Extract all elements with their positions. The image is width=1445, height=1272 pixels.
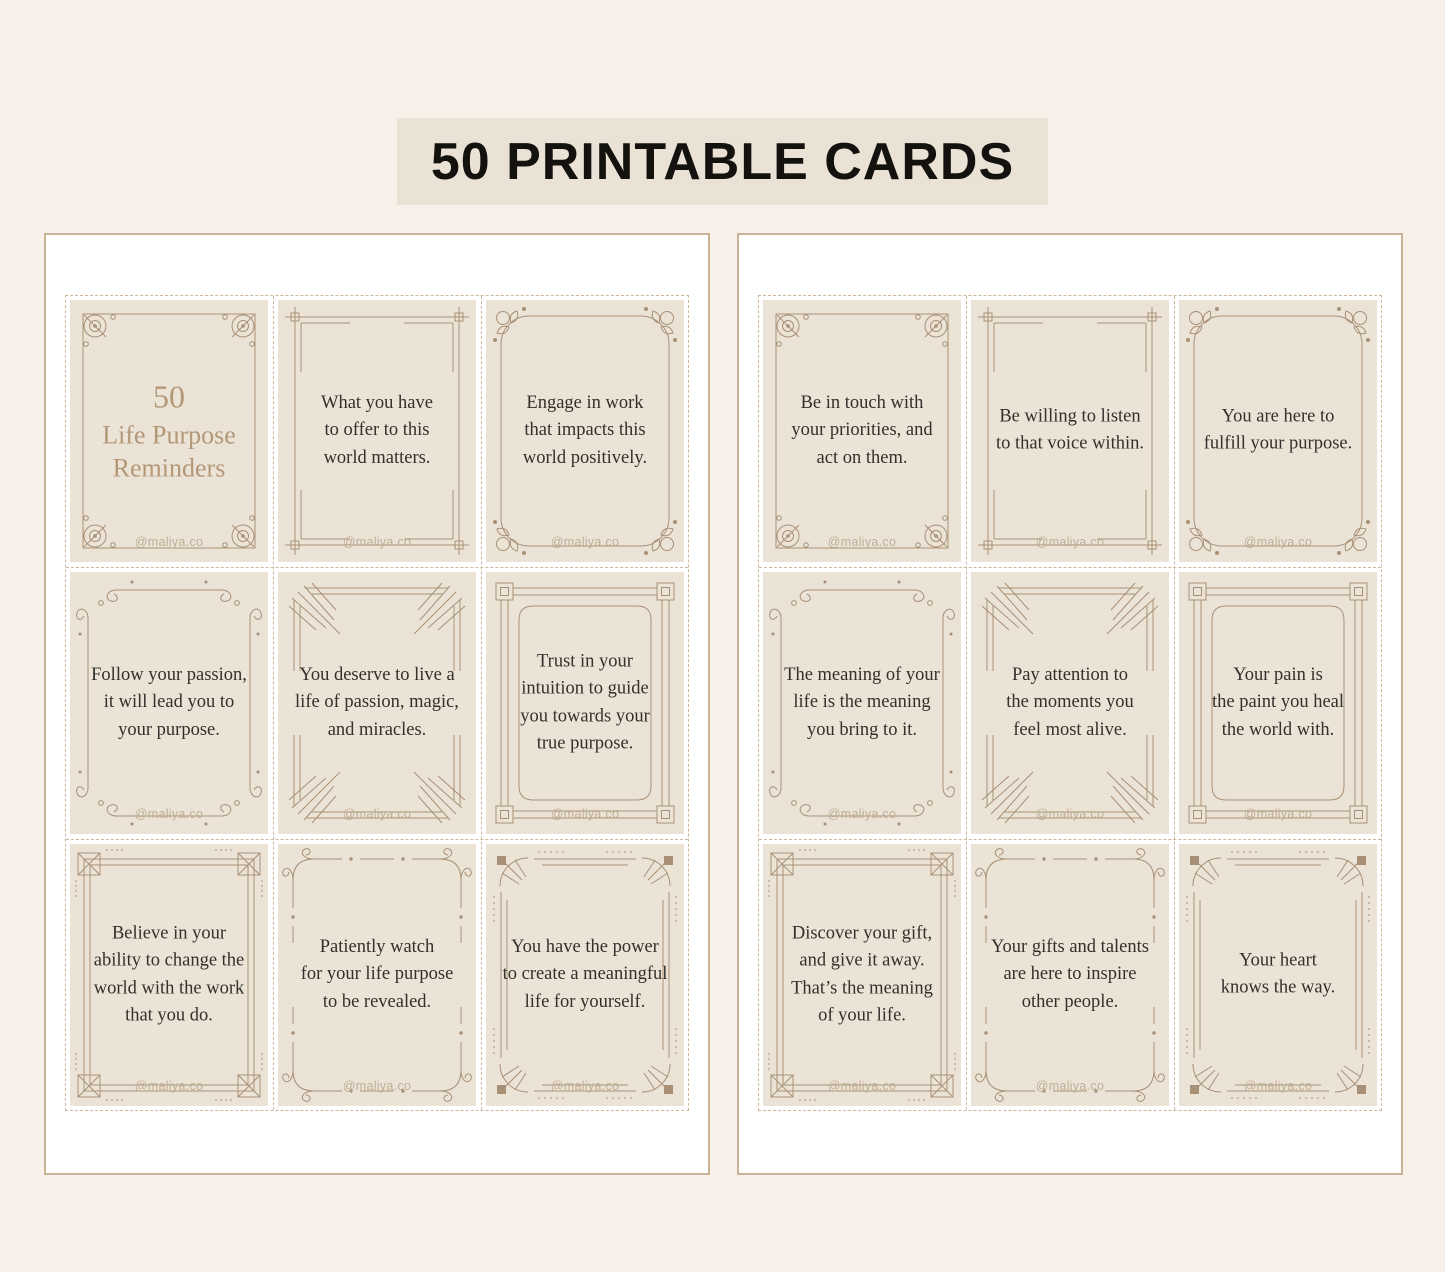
affirmation-card — [486, 300, 684, 562]
watermark-label: @maliya.co — [342, 1079, 412, 1093]
watermark-label: @maliya.co — [550, 535, 620, 549]
watermark-label: @maliya.co — [550, 807, 620, 821]
watermark-label: @maliya.co — [1035, 1079, 1105, 1093]
card-quote-text: You are here to fulfill your purpose. — [1203, 406, 1353, 454]
card-quote-text: Follow your passion, it will lead you to your purpose. — [91, 664, 247, 740]
card-quote-text: Engage in work that impacts this world positively. — [522, 392, 648, 468]
affirmation-card — [763, 572, 961, 834]
watermark-label: @maliya.co — [827, 1079, 897, 1093]
watermark-label: @maliya.co — [134, 535, 204, 549]
card-sheet-left — [44, 233, 710, 1175]
card-quote-text: Discover your gift, and give it away. That’s the meaning of your life. — [791, 923, 933, 1026]
watermark-label: @maliya.co — [550, 1079, 620, 1093]
affirmation-card — [971, 844, 1169, 1106]
card-quote-text: Trust in your intuition to guide you towards your true purpose. — [520, 651, 650, 754]
card-quote-text: Pay attention to the moments you feel most alive. — [1006, 664, 1134, 740]
deck-title-text: 50 Life Purpose Reminders — [102, 378, 236, 483]
affirmation-card — [1179, 844, 1377, 1106]
card-quote-text: You deserve to live a life of passion, magic, and miracles. — [295, 664, 459, 740]
card-quote-text: Your pain is the paint you heal the world with. — [1211, 664, 1345, 740]
watermark-label: @maliya.co — [1035, 535, 1105, 549]
watermark-label: @maliya.co — [827, 807, 897, 821]
title-banner — [397, 118, 1048, 205]
affirmation-card — [763, 844, 961, 1106]
card-quote-text: Patiently watch for your life purpose to be revealed. — [300, 936, 454, 1012]
card-quote-text: Your gifts and talents are here to inspire other people. — [991, 936, 1149, 1012]
card-grid-right — [763, 300, 1377, 1106]
affirmation-card — [1179, 572, 1377, 834]
affirmation-card — [486, 844, 684, 1106]
affirmation-card — [70, 572, 268, 834]
watermark-label: @maliya.co — [1243, 1079, 1313, 1093]
card-sheet-right — [737, 233, 1403, 1175]
card-quote-text: You have the power to create a meaningful life for yourself. — [502, 936, 668, 1012]
affirmation-card — [278, 844, 476, 1106]
watermark-label: @maliya.co — [342, 807, 412, 821]
watermark-label: @maliya.co — [134, 1079, 204, 1093]
page-title: 50 PRINTABLE CARDS — [430, 132, 1015, 191]
watermark-label: @maliya.co — [827, 535, 897, 549]
card-quote-text: Be in touch with your priorities, and act on them. — [791, 392, 933, 468]
card-quote-text: Believe in your ability to change the world with the work that you do. — [93, 923, 245, 1026]
watermark-label: @maliya.co — [1035, 807, 1105, 821]
affirmation-card — [971, 300, 1169, 562]
affirmation-card — [1179, 300, 1377, 562]
pages-row — [44, 233, 1403, 1175]
affirmation-card — [763, 300, 961, 562]
card-quote-text: Your heart knows the way. — [1220, 950, 1336, 998]
affirmation-card — [486, 572, 684, 834]
watermark-label: @maliya.co — [1243, 535, 1313, 549]
affirmation-card — [971, 572, 1169, 834]
card-quote-text: The meaning of your life is the meaning you bring to it. — [784, 664, 940, 740]
watermark-label: @maliya.co — [1243, 807, 1313, 821]
affirmation-card — [278, 300, 476, 562]
affirmation-card — [70, 844, 268, 1106]
deck-title-card — [70, 300, 268, 562]
watermark-label: @maliya.co — [342, 535, 412, 549]
card-quote-text: Be willing to listen to that voice within. — [996, 406, 1144, 454]
affirmation-card — [278, 572, 476, 834]
card-quote-text: What you have to offer to this world matters. — [321, 392, 433, 468]
watermark-label: @maliya.co — [134, 807, 204, 821]
card-grid-left — [70, 300, 684, 1106]
